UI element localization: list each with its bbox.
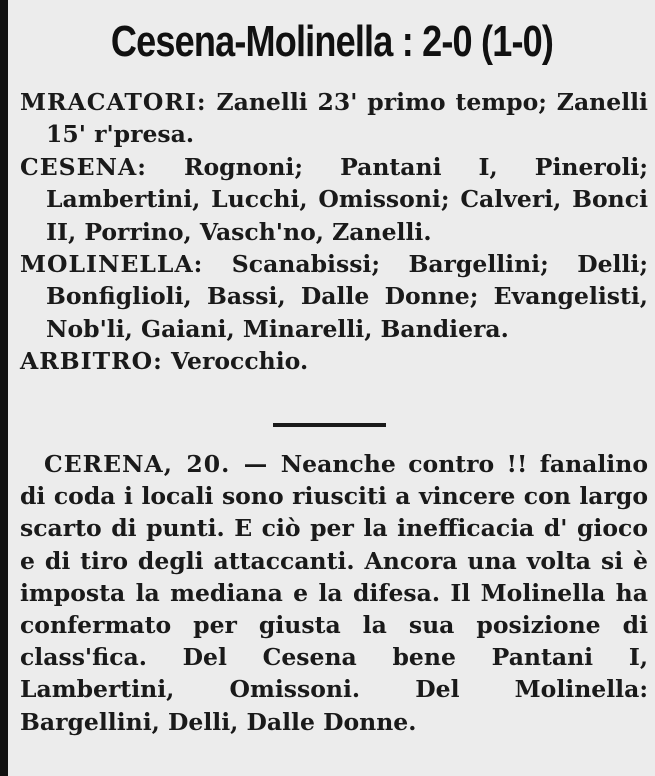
cesena-entry <box>20 151 648 248</box>
referee-label: ARBITRO: <box>20 347 163 376</box>
referee-name: Verocchio. <box>170 347 309 376</box>
match-headline: Cesena-Molinella : 2-0 (1-0) <box>110 17 554 66</box>
report-paragraph <box>20 448 648 738</box>
molinella-players: Scanabissi; Bargellini; Delli; Bonfiglioli, Bassi, Dalle Donne; Evangelisti, Nob'li, Gaiani, Minarelli, Bandiera. <box>46 250 648 343</box>
cesena-label: CESENA: <box>20 152 147 181</box>
newspaper-clipping <box>14 0 650 776</box>
referee-entry <box>20 345 648 377</box>
scorers-label: MRACATORI: <box>20 88 207 116</box>
cesena-players: Rognoni; Pantani I, Pineroli; Lambertini, Lucchi, Omissoni; Calveri, Bonci II, Porrino, Vasch'no, Zanelli. <box>46 152 648 246</box>
report-body: Neanche contro !! fanalino di coda i locali sono riusciti a vincere con largo scarto di punti. E ciò per la inefficacia d' gioco e di tiro degli attaccanti. Ancora una volta si è imposta la mediana e la difesa. Il Molinella ha confermato per giusta la sua posizione di class'fica. Del Cesena bene Pantani I, Lambertini, Omissoni. Del Molinella: Bargellini, Delli, Dalle Donne. <box>20 450 648 736</box>
match-report <box>20 448 648 738</box>
section-divider <box>273 423 386 427</box>
column-rule <box>0 0 8 776</box>
lineup-section <box>20 86 648 378</box>
scorers-entry <box>20 86 648 151</box>
molinella-label: MOLINELLA: <box>20 250 204 279</box>
dateline: CERENA, 20. — <box>44 450 269 478</box>
molinella-entry <box>20 248 648 345</box>
scorers-text: Zanelli 23' primo tempo; Zanelli 15' r'presa. <box>46 88 648 149</box>
